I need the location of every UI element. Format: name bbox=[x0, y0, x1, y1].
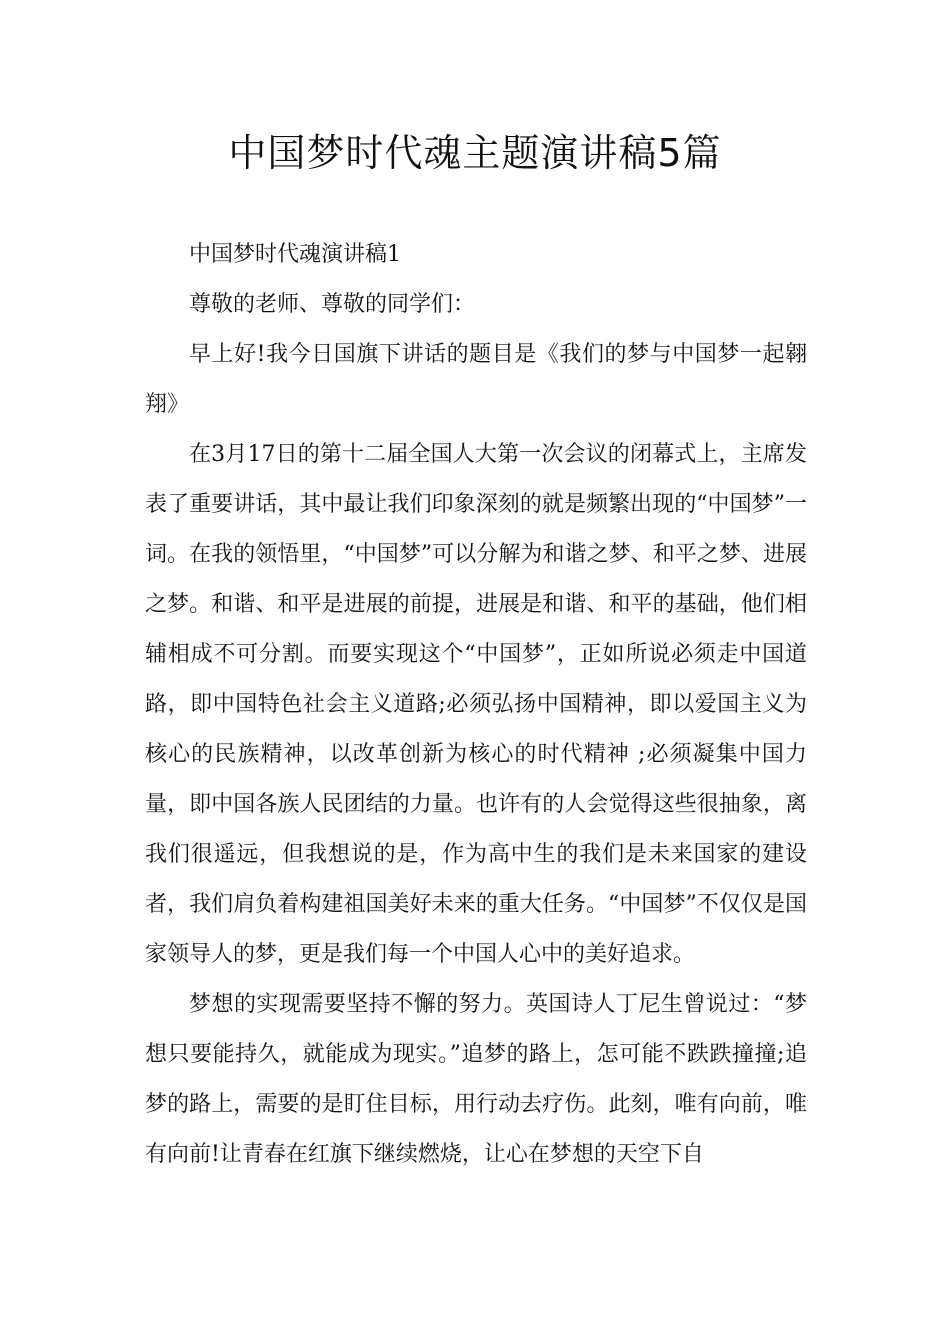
document-title: 中国梦时代魂主题演讲稿5篇 bbox=[228, 131, 722, 175]
body-paragraph: 梦想的实现需要坚持不懈的努力。英国诗人丁尼生曾说过：“梦想只要能持久，就能成为现实。”追梦的路上，怎可能不跌跌撞撞;追梦的路上，需要的是盯住目标，用行动去疗伤。此刻，唯有向前，唯有向前!让青春在红旗下继续燃烧，让心在梦想的天空下自 bbox=[145, 992, 807, 1167]
body-paragraph: 在3月17日的第十二届全国人大第一次会议的闭幕式上，主席发表了重要讲话，其中最让我们印象深刻的就是频繁出现的“中国梦”一词。在我的领悟里，“中国梦”可以分解为和谐之梦、和平之梦、进展之梦。和谐、和平是进展的前提，进展是和谐、和平的基础，他们相辅相成不可分割。而要实现这个“中国梦”，正如所说必须走中国道路，即中国特色社会主义道路;必须弘扬中国精神，即以爱国主义为核心的民族精神，以改革创新为核心的时代精神 ;必须凝集中国力量，即中国各族人民团结的力量。也许有的人会觉得这些很抽象，离我们很遥远，但我想说的是，作为高中生的我们是未来国家的建设者，我们肩负着构建祖国美好未来的重大任务。“中国梦”不仅仅是国家领导人的梦，更是我们每一个中国人心中的美好追求。 bbox=[145, 442, 807, 967]
section-heading: 中国梦时代魂演讲稿1 bbox=[189, 242, 401, 267]
salutation-paragraph: 尊敬的老师、尊敬的同学们： bbox=[189, 292, 476, 317]
document-body bbox=[145, 230, 807, 1180]
greeting-paragraph: 早上好!我今日国旗下讲话的题目是《我们的梦与中国梦一起翱翔》 bbox=[145, 342, 807, 417]
